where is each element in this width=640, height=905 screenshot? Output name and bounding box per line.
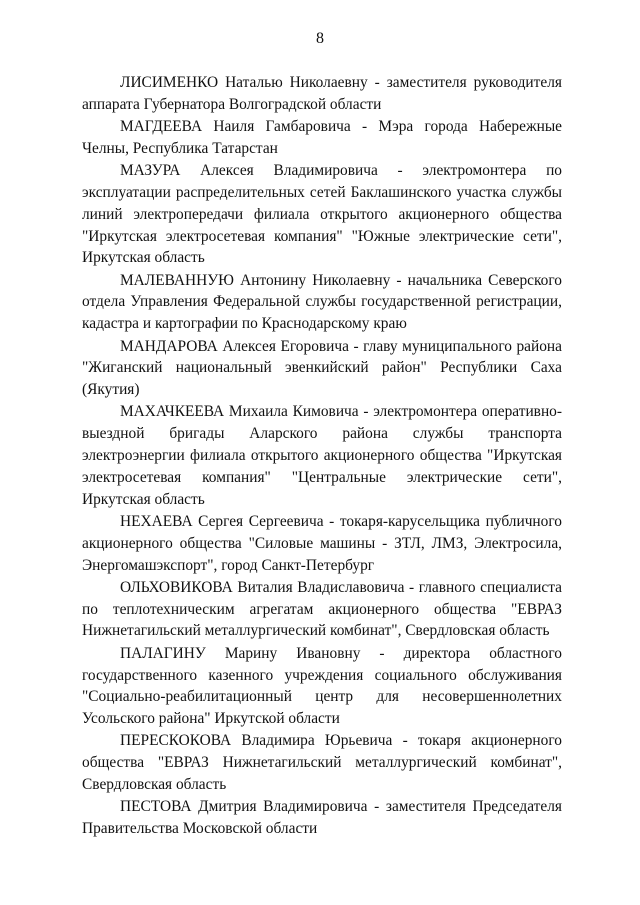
award-entry-olkhovikov: ОЛЬХОВИКОВА Виталия Владиславовича - главного специалиста по теплотехническим агрегатам акционерного общества "ЕВРАЗ Нижнетагильский металлургический комбинат", Свердловская область (82, 578, 562, 640)
award-entry-magdeev: МАГДЕЕВА Наиля Гамбаровича - Мэра города Набережные Челны, Республика Татарстан (82, 118, 562, 157)
award-list (82, 72, 562, 840)
award-entry-mandarov: МАНДАРОВА Алексея Егоровича - главу муниципального района "Жиганский национальный эвенкийский район" Республики Саха (Якутия) (82, 337, 562, 399)
award-entry-mazur: МАЗУРА Алексея Владимировича - электромонтера по эксплуатации распределительных сетей Баклашинского участка службы линий электропередачи филиала открытого акционерного общества "Иркутская электросетевая компания" "Южные электрические сети", Иркутская область (82, 162, 562, 267)
award-entry-pereskokov: ПЕРЕСКОКОВА Владимира Юрьевича - токаря акционерного общества "ЕВРАЗ Нижнетагильский металлургический комбинат", Свердловская область (82, 732, 562, 793)
award-entry-makhachkeev: МАХАЧКЕЕВА Михаила Кимовича - электромонтера оперативно-выездной бригады Аларского района службы транспорта электроэнергии филиала открытого акционерного общества "Иркутская электросетевая компания" "Центральные электрические сети", Иркутская область (82, 403, 562, 508)
award-entry-malevannaya: МАЛЕВАННУЮ Антонину Николаевну - начальника Северского отдела Управления Федеральной службы государственной регистрации, кадастра и картографии по Краснодарскому краю (82, 271, 562, 333)
award-entry-nekhaev: НЕХАЕВА Сергея Сергеевича - токаря-карусельщика публичного акционерного общества "Силовые машины - ЗТЛ, ЛМЗ, Электросила, Энергомашэкспорт", город Санкт-Петербург (82, 512, 562, 574)
award-entry-palagina: ПАЛАГИНУ Марину Ивановну - директора областного государственного казенного учреждения социального обслуживания "Социально-реабилитационный центр для несовершеннолетних Усольского района" Иркутской области (82, 644, 562, 728)
award-entry-lisimenko: ЛИСИМЕНКО Наталью Николаевну - заместителя руководителя аппарата Губернатора Волгоградской области (82, 74, 562, 113)
page-number: 8 (316, 30, 324, 47)
award-entry-pestov: ПЕСТОВА Дмитрия Владимировича - заместителя Председателя Правительства Московской области (82, 798, 562, 838)
